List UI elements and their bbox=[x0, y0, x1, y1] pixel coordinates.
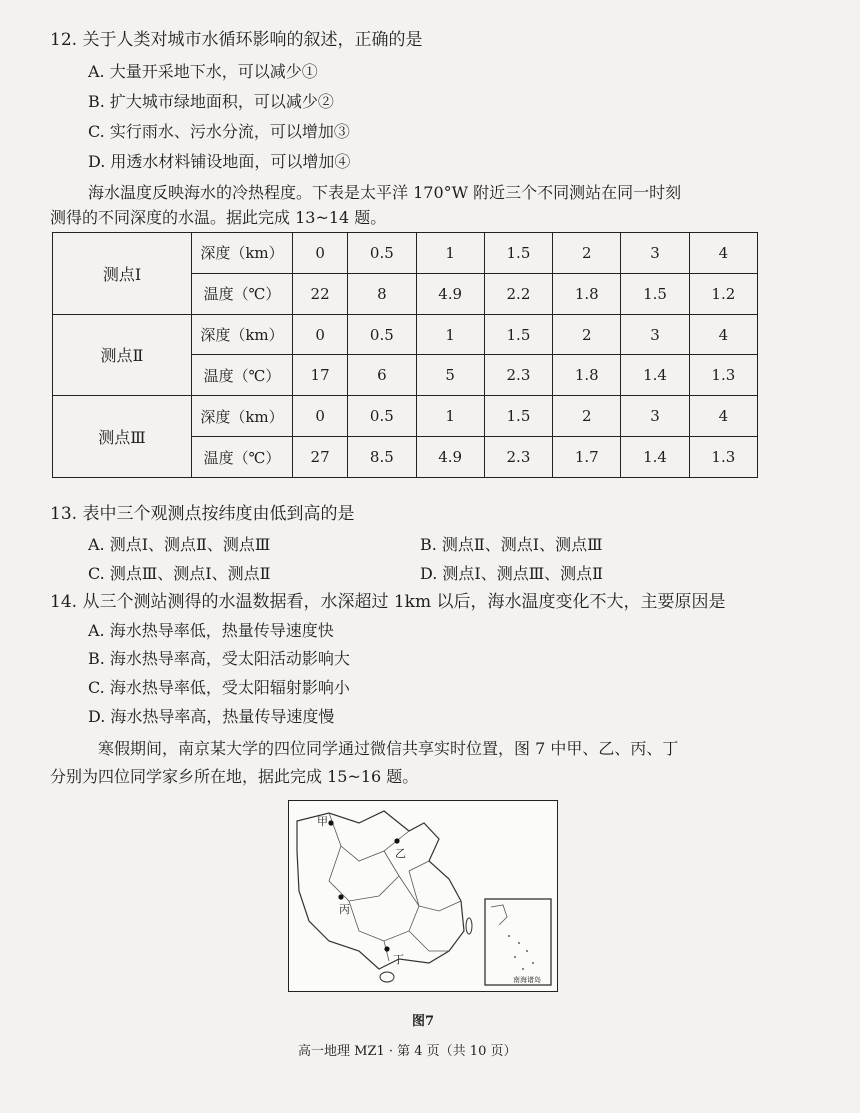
q14-option-c: C. 海水热导率低，受太阳辐射影响小 bbox=[88, 678, 350, 697]
temp-cell: 5 bbox=[416, 355, 484, 396]
q13-option-b: B. 测点Ⅱ、测点Ⅰ、测点Ⅲ bbox=[420, 535, 603, 554]
china-map-outline bbox=[289, 801, 557, 991]
page-footer: 高一地理 MZ1 · 第 4 页（共 10 页） bbox=[298, 1044, 517, 1059]
depth-cell: 4 bbox=[689, 233, 757, 274]
temp-cell: 8 bbox=[348, 273, 416, 314]
depth-cell: 1.5 bbox=[484, 396, 552, 437]
temp-cell: 1.8 bbox=[553, 273, 621, 314]
q13-option-d: D. 测点Ⅰ、测点Ⅲ、测点Ⅱ bbox=[420, 564, 604, 583]
depth-cell: 3 bbox=[621, 396, 689, 437]
temp-cell: 1.7 bbox=[553, 437, 621, 478]
temp-cell: 1.4 bbox=[621, 355, 689, 396]
depth-cell: 1.5 bbox=[484, 233, 552, 274]
point-ding bbox=[384, 946, 389, 951]
depth-cell: 1 bbox=[416, 396, 484, 437]
depth-cell: 0.5 bbox=[348, 314, 416, 355]
temp-cell: 27 bbox=[293, 437, 348, 478]
point-yi bbox=[394, 838, 399, 843]
q13-option-a: A. 测点Ⅰ、测点Ⅱ、测点Ⅲ bbox=[88, 535, 271, 554]
station-3-name: 测点Ⅲ bbox=[53, 396, 192, 478]
table-row bbox=[53, 233, 758, 274]
temp-cell: 2.2 bbox=[484, 273, 552, 314]
depth-cell: 0.5 bbox=[348, 396, 416, 437]
temp-cell: 1.2 bbox=[689, 273, 757, 314]
label-yi: 乙 bbox=[395, 847, 406, 860]
depth-cell: 4 bbox=[689, 314, 757, 355]
intro-13-14-line2: 测得的不同深度的水温。据此完成 13~14 题。 bbox=[50, 208, 387, 227]
table-row bbox=[53, 396, 758, 437]
depth-cell: 0.5 bbox=[348, 233, 416, 274]
depth-cell: 2 bbox=[553, 314, 621, 355]
figure-7-map bbox=[288, 800, 558, 992]
temp-label: 温度（℃） bbox=[192, 437, 293, 478]
depth-label: 深度（km） bbox=[192, 396, 293, 437]
temp-cell: 2.3 bbox=[484, 437, 552, 478]
temp-cell: 1.4 bbox=[621, 437, 689, 478]
q14-option-b: B. 海水热导率高，受太阳活动影响大 bbox=[88, 649, 350, 668]
label-bing: 丙 bbox=[339, 903, 350, 916]
temp-cell: 1.8 bbox=[553, 355, 621, 396]
point-jia bbox=[328, 820, 333, 825]
temp-cell: 1.3 bbox=[689, 437, 757, 478]
table-row bbox=[53, 314, 758, 355]
depth-cell: 1 bbox=[416, 233, 484, 274]
depth-label: 深度（km） bbox=[192, 314, 293, 355]
label-ding: 丁 bbox=[393, 953, 404, 966]
depth-cell: 1.5 bbox=[484, 314, 552, 355]
depth-cell: 4 bbox=[689, 396, 757, 437]
temp-cell: 2.3 bbox=[484, 355, 552, 396]
depth-cell: 0 bbox=[293, 233, 348, 274]
temp-cell: 1.5 bbox=[621, 273, 689, 314]
station-1-name: 测点Ⅰ bbox=[53, 233, 192, 315]
temp-cell: 22 bbox=[293, 273, 348, 314]
depth-label: 深度（km） bbox=[192, 233, 293, 274]
depth-cell: 0 bbox=[293, 314, 348, 355]
temp-label: 温度（℃） bbox=[192, 355, 293, 396]
q12-stem: 12. 关于人类对城市水循环影响的叙述，正确的是 bbox=[50, 30, 423, 50]
temp-cell: 4.9 bbox=[416, 273, 484, 314]
figure-caption: 图7 bbox=[412, 1014, 435, 1029]
temp-cell: 6 bbox=[348, 355, 416, 396]
q14-option-a: A. 海水热导率低，热量传导速度快 bbox=[88, 621, 334, 640]
temp-cell: 8.5 bbox=[348, 437, 416, 478]
point-bing bbox=[338, 894, 343, 899]
intro-13-14-line1: 海水温度反映海水的冷热程度。下表是太平洋 170°W 附近三个不同测站在同一时刻 bbox=[88, 183, 682, 202]
temp-cell: 17 bbox=[293, 355, 348, 396]
station-2-name: 测点Ⅱ bbox=[53, 314, 192, 396]
depth-cell: 3 bbox=[621, 314, 689, 355]
q14-option-d: D. 海水热导率高，热量传导速度慢 bbox=[88, 707, 335, 726]
depth-cell: 2 bbox=[553, 396, 621, 437]
temp-cell: 1.3 bbox=[689, 355, 757, 396]
depth-cell: 2 bbox=[553, 233, 621, 274]
q14-stem: 14. 从三个测站测得的水温数据看，水深超过 1km 以后，海水温度变化不大，主要原因是 bbox=[50, 592, 726, 612]
depth-cell: 3 bbox=[621, 233, 689, 274]
q12-option-b: B. 扩大城市绿地面积，可以减少② bbox=[88, 92, 334, 111]
depth-cell: 0 bbox=[293, 396, 348, 437]
q13-stem: 13. 表中三个观测点按纬度由低到高的是 bbox=[50, 504, 355, 524]
q13-option-c: C. 测点Ⅲ、测点Ⅰ、测点Ⅱ bbox=[88, 564, 271, 583]
label-jia: 甲 bbox=[317, 815, 328, 828]
ocean-temperature-table bbox=[52, 232, 758, 478]
intro-15-16-line1: 寒假期间，南京某大学的四位同学通过微信共享实时位置，图 7 中甲、乙、丙、丁 bbox=[98, 739, 679, 758]
temp-cell: 4.9 bbox=[416, 437, 484, 478]
q12-option-d: D. 用透水材料铺设地面，可以增加④ bbox=[88, 152, 351, 171]
inset-label: 南海诸岛 bbox=[513, 976, 541, 984]
temp-label: 温度（℃） bbox=[192, 273, 293, 314]
intro-15-16-line2: 分别为四位同学家乡所在地，据此完成 15~16 题。 bbox=[50, 767, 419, 786]
q12-option-a: A. 大量开采地下水，可以减少① bbox=[88, 62, 318, 81]
q12-option-c: C. 实行雨水、污水分流，可以增加③ bbox=[88, 122, 350, 141]
depth-cell: 1 bbox=[416, 314, 484, 355]
